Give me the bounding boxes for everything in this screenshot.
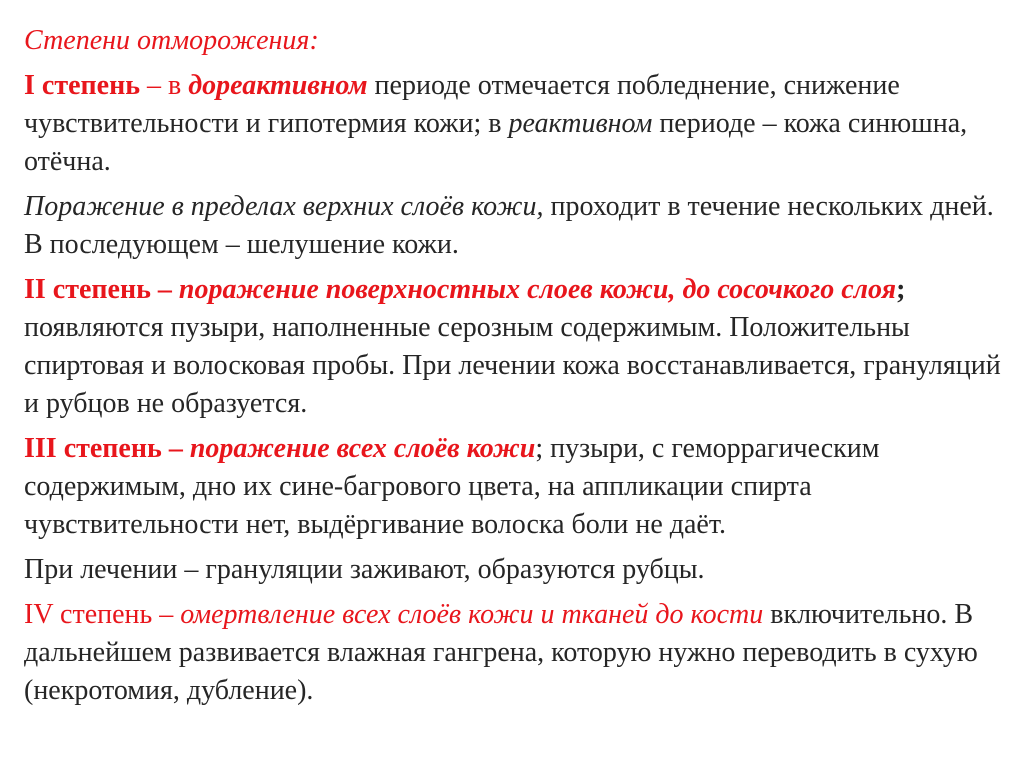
degree-1-label: I степень	[24, 70, 141, 101]
degree-1-text-2: периоде – кожа синюшна, отёчна.	[24, 108, 968, 177]
degree-1-paragraph	[24, 67, 1004, 181]
degree-3-definition: поражение всех слоёв кожи	[189, 433, 536, 464]
degree-2-paragraph	[24, 271, 1004, 423]
degree-3-label: III степень	[24, 433, 162, 464]
degree-4-definition: омертвление всех слоёв кожи и тканей до кости	[180, 599, 764, 630]
degree-3-dash: –	[161, 433, 190, 464]
degree-4-text: включительно. В дальнейшем развивается влажная гангрена, которую нужно переводить в сухую (некротомия, дубление).	[24, 599, 978, 706]
slide-title	[24, 22, 1004, 60]
degree-1-note-italic: Поражение в пределах верхних слоёв кожи,	[24, 191, 544, 222]
degree-2-dash: –	[150, 274, 179, 305]
degree-3-note-paragraph	[24, 551, 1004, 589]
degree-2-definition: поражение поверхностных слоев кожи, до сосочкого слоя	[178, 274, 897, 305]
degree-2-semicolon: ;	[896, 274, 906, 305]
degree-1-term-prereactive: дореактивном	[188, 70, 368, 101]
degree-1-text-1: периоде отмечается побледнение, снижение чувствительности и гипотермия кожи; в	[24, 70, 900, 139]
degree-1-note-rest: проходит в течение нескольких дней. В последующем – шелушение кожи.	[24, 191, 994, 260]
title-text: Степени отморожения:	[24, 25, 319, 56]
degree-1-dash: – в	[140, 70, 189, 101]
degree-2-text: появляются пузыри, наполненные серозным содержимым. Положительны спиртовая и волосковая пробы. При лечении кожа восстанавливается, грануляций и рубцов не образуется.	[24, 312, 1001, 419]
degree-4-dash: –	[152, 599, 181, 630]
degree-2-label: II степень	[24, 274, 151, 305]
degree-3-text: ; пузыри, с геморрагическим содержимым, дно их сине-багрового цвета, на аппликации спирта чувствительности нет, выдёргивание волоска боли не даёт.	[24, 433, 880, 540]
degree-4-paragraph	[24, 596, 1004, 710]
degree-1-term-reactive: реактивном	[508, 108, 653, 139]
degree-4-label: IV степень	[24, 599, 153, 630]
degree-3-note: При лечении – грануляции заживают, образуются рубцы.	[24, 554, 705, 585]
degree-1-note-paragraph	[24, 188, 1004, 264]
slide-content	[24, 22, 1004, 717]
degree-3-paragraph	[24, 430, 1004, 544]
